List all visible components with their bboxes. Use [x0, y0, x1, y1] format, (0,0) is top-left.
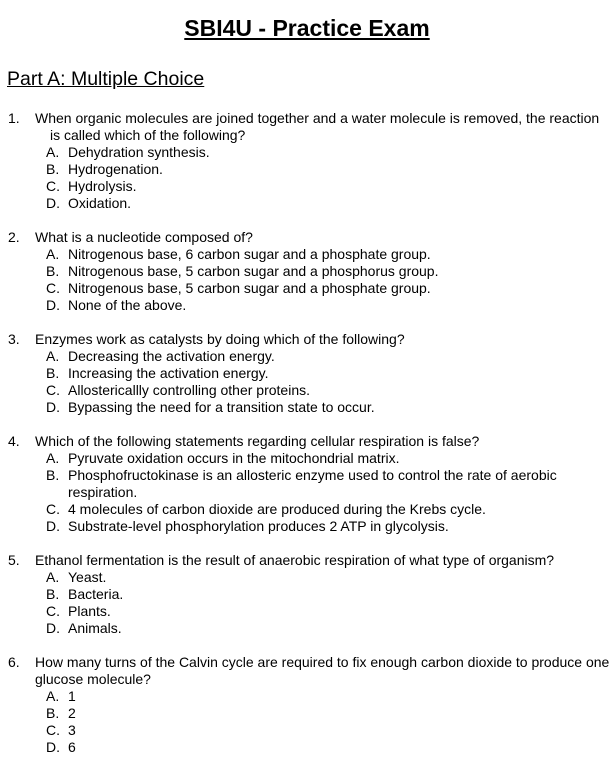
option-text: Dehydration synthesis. [68, 144, 210, 160]
option-text: Allostericallly controlling other proteins. [68, 382, 310, 398]
option-text: 4 molecules of carbon dioxide are produced during the Krebs cycle. [68, 501, 486, 517]
answer-option [0, 280, 614, 297]
answer-option [0, 195, 614, 212]
question-text: When organic molecules are joined together and a water molecule is removed, the reaction is called which of the following? [35, 110, 600, 143]
option-text: Decreasing the activation energy. [68, 348, 275, 364]
question-1 [0, 110, 614, 212]
option-text: Nitrogenous base, 5 carbon sugar and a phosphorus group. [68, 263, 439, 279]
option-letter: A. [46, 246, 60, 262]
option-text: Plants. [68, 603, 111, 619]
option-letter: D. [46, 399, 60, 415]
answer-option [0, 178, 614, 195]
answer-option [0, 365, 614, 382]
option-text: Bypassing the need for a transition state to occur. [68, 399, 375, 415]
option-letter: D. [46, 195, 60, 211]
answer-option [0, 161, 614, 178]
option-text: 6 [68, 739, 76, 755]
question-number: 4. [8, 433, 20, 449]
option-text: Oxidation. [68, 195, 132, 211]
option-text: Substrate-level phosphorylation produces 2 ATP in glycolysis. [68, 518, 449, 534]
option-letter: A. [46, 450, 60, 466]
option-letter: D. [46, 620, 60, 636]
question-text: Enzymes work as catalysts by doing which of the following? [35, 331, 405, 347]
question-text: How many turns of the Calvin cycle are required to fix enough carbon dioxide to produce one glucose molecule? [35, 654, 610, 687]
option-letter: D. [46, 518, 60, 534]
answer-option [0, 705, 614, 722]
option-letter: A. [46, 569, 60, 585]
answer-option [0, 620, 614, 637]
option-letter: B. [46, 467, 60, 483]
option-text: Hydrolysis. [68, 178, 137, 194]
answer-option [0, 688, 614, 705]
option-letter: A. [46, 688, 60, 704]
answer-option [0, 518, 614, 535]
question-6 [0, 654, 614, 756]
page-title: SBI4U - Practice Exam [184, 15, 430, 41]
option-letter: A. [46, 144, 60, 160]
option-letter: C. [46, 178, 60, 194]
option-letter: B. [46, 365, 60, 381]
option-text: None of the above. [68, 297, 187, 313]
option-text: Pyruvate oxidation occurs in the mitochondrial matrix. [68, 450, 400, 466]
option-letter: C. [46, 603, 60, 619]
option-letter: B. [46, 586, 60, 602]
option-text: Hydrogenation. [68, 161, 163, 177]
answer-option [0, 569, 614, 586]
option-letter: B. [46, 705, 60, 721]
answer-option [0, 450, 614, 467]
question-3 [0, 331, 614, 416]
question-number: 2. [8, 229, 20, 245]
option-text: 2 [68, 705, 76, 721]
option-letter: C. [46, 501, 60, 517]
question-text: Which of the following statements regarding cellular respiration is false? [35, 433, 480, 449]
option-letter: D. [46, 297, 60, 313]
option-text: 3 [68, 722, 76, 738]
answer-option [0, 348, 614, 365]
option-text: Increasing the activation energy. [68, 365, 269, 381]
option-letter: C. [46, 722, 60, 738]
answer-option [0, 144, 614, 161]
answer-option [0, 382, 614, 399]
option-letter: A. [46, 348, 60, 364]
answer-option [0, 722, 614, 739]
option-text: Nitrogenous base, 6 carbon sugar and a phosphate group. [68, 246, 431, 262]
answer-option [0, 399, 614, 416]
question-number: 3. [8, 331, 20, 347]
question-text: What is a nucleotide composed of? [35, 229, 253, 245]
option-letter: C. [46, 280, 60, 296]
answer-option [0, 297, 614, 314]
question-number: 6. [8, 654, 20, 670]
question-number: 1. [8, 110, 20, 126]
option-letter: B. [46, 263, 60, 279]
answer-option [0, 467, 614, 501]
question-number: 5. [8, 552, 20, 568]
question-5 [0, 552, 614, 637]
option-text: Yeast. [68, 569, 107, 585]
answer-option [0, 246, 614, 263]
option-letter: C. [46, 382, 60, 398]
answer-option [0, 501, 614, 518]
answer-option [0, 263, 614, 280]
option-text: 1 [68, 688, 76, 704]
question-4 [0, 433, 614, 535]
section-title: Part A: Multiple Choice [7, 68, 205, 90]
question-list [0, 110, 614, 773]
answer-option [0, 603, 614, 620]
question-text: Ethanol fermentation is the result of anaerobic respiration of what type of organism? [35, 552, 555, 568]
option-text: Animals. [68, 620, 122, 636]
question-2 [0, 229, 614, 314]
answer-option [0, 586, 614, 603]
option-letter: D. [46, 739, 60, 755]
option-text: Bacteria. [68, 586, 124, 602]
answer-option [0, 739, 614, 756]
option-letter: B. [46, 161, 60, 177]
option-text: Nitrogenous base, 5 carbon sugar and a phosphate group. [68, 280, 431, 296]
option-text: Phosphofructokinase is an allosteric enzyme used to control the rate of aerobic respiration. [68, 467, 557, 500]
